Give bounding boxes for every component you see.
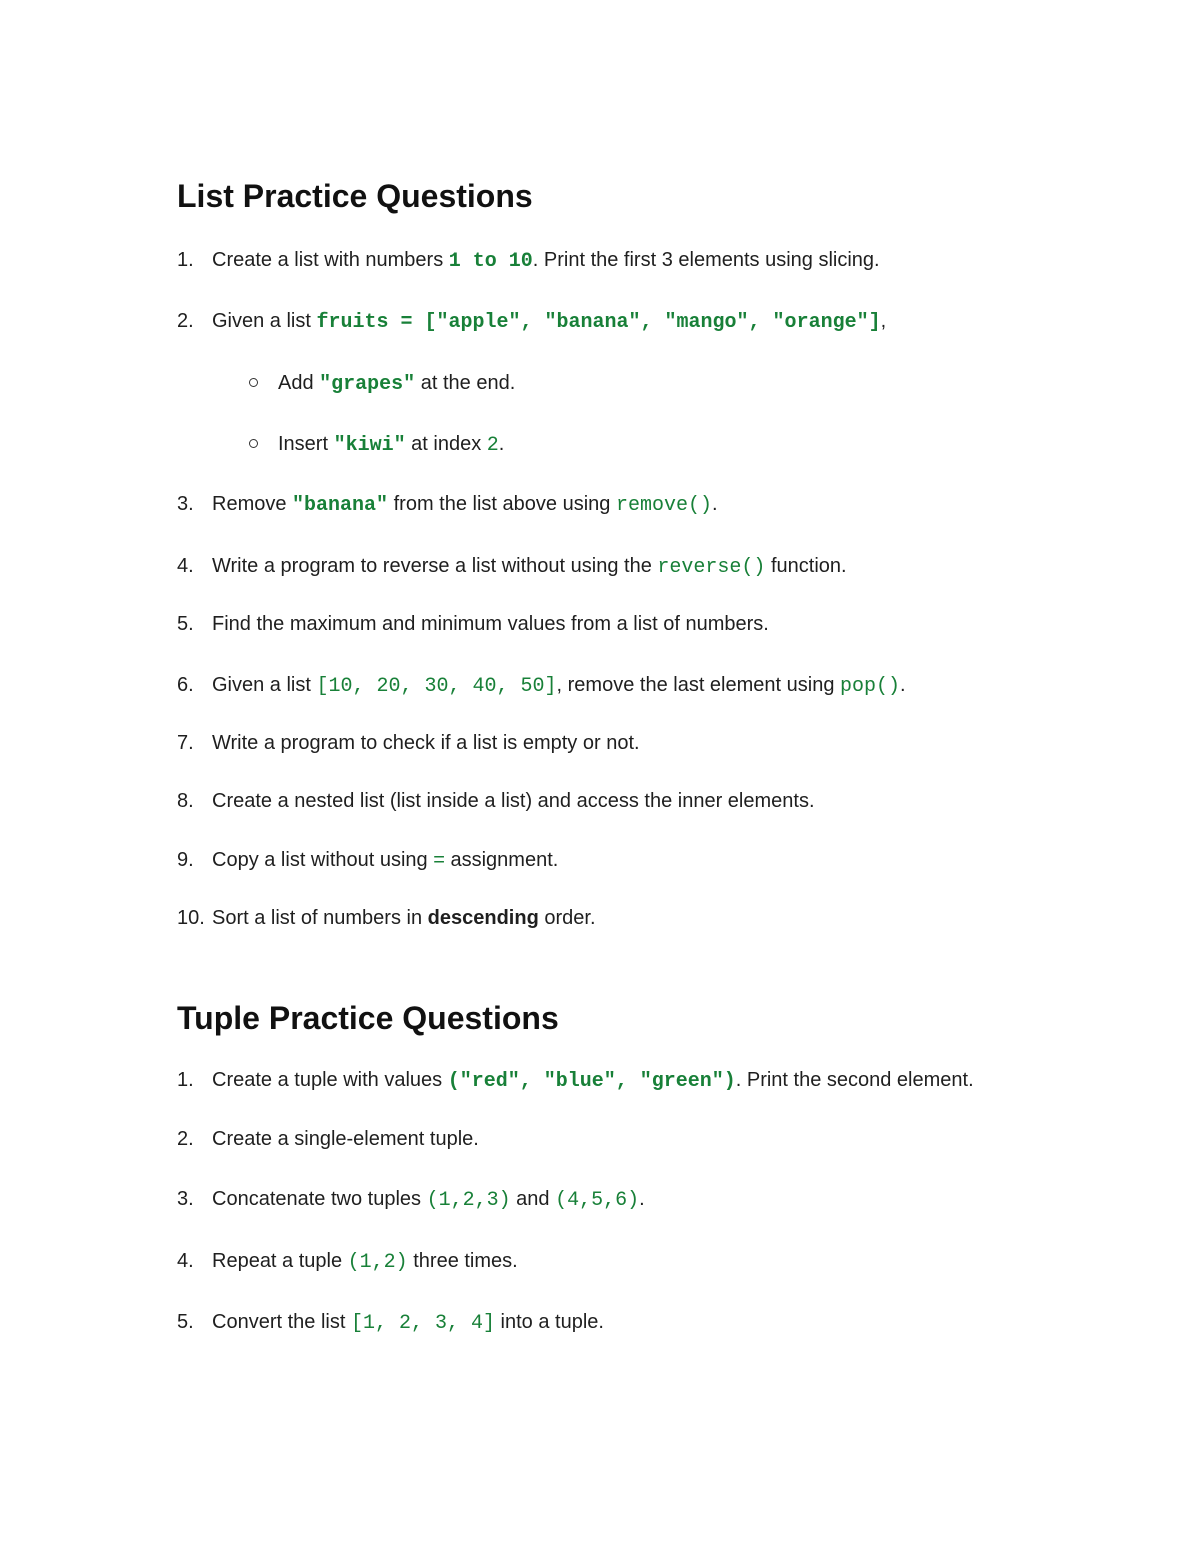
question-text: ,	[880, 310, 887, 332]
code-snippet: =	[433, 849, 445, 871]
question-text: Insert	[278, 433, 334, 455]
circle-bullet-icon	[249, 378, 258, 387]
question-text: order.	[538, 907, 596, 929]
list-number: 6.	[177, 674, 194, 696]
list-subquestion-add	[249, 370, 515, 396]
code-snippet: fruits = ["apple", "banana", "mango", "orange"]	[316, 311, 881, 334]
list-number: 9.	[177, 849, 194, 871]
list-number: 5.	[177, 613, 194, 635]
question-text: three times.	[407, 1250, 518, 1272]
tuple-question-1	[177, 1067, 974, 1093]
question-text: Given a list	[212, 310, 317, 332]
list-question-10	[177, 905, 596, 931]
list-question-5	[177, 611, 769, 637]
code-snippet: (1,2)	[347, 1251, 408, 1274]
question-text: Create a single-element tuple.	[212, 1128, 479, 1150]
list-number: 4.	[177, 1250, 194, 1272]
question-text: Sort a list of numbers in	[212, 907, 428, 929]
question-text: Remove	[212, 493, 293, 515]
list-section-heading: List Practice Questions	[177, 178, 533, 214]
list-number: 3.	[177, 493, 194, 515]
code-snippet: 2	[486, 434, 499, 457]
code-snippet: [1, 2, 3, 4]	[350, 1312, 495, 1335]
question-text: Create a nested list (list inside a list) and access the inner elements.	[212, 790, 815, 812]
list-question-4	[177, 553, 847, 579]
question-text: Write a program to check if a list is empty or not.	[212, 732, 640, 754]
question-text: Write a program to reverse a list without using the	[212, 555, 658, 577]
question-text: at index	[405, 433, 487, 455]
question-text: Create a tuple with values	[212, 1069, 448, 1091]
question-text: from the list above using	[388, 493, 616, 515]
list-number: 10.	[177, 907, 205, 929]
list-question-6	[177, 672, 906, 698]
question-text: and	[510, 1188, 556, 1210]
list-question-3	[177, 491, 718, 517]
code-snippet: "grapes"	[319, 373, 416, 396]
tuple-question-5	[177, 1309, 604, 1335]
question-text: Add	[278, 372, 320, 394]
code-snippet: "kiwi"	[333, 434, 406, 457]
question-text: Convert the list	[212, 1311, 351, 1333]
question-text: into a tuple.	[494, 1311, 604, 1333]
list-number: 5.	[177, 1311, 194, 1333]
question-text: at the end.	[415, 372, 516, 394]
code-snippet: (4,5,6)	[555, 1189, 640, 1212]
list-number: 1.	[177, 1069, 194, 1091]
list-number: 8.	[177, 790, 194, 812]
list-subquestion-insert	[249, 431, 504, 457]
question-text: Copy a list without using	[212, 849, 434, 871]
question-text: .	[639, 1188, 645, 1210]
code-snippet: ("red", "blue", "green")	[447, 1070, 736, 1093]
question-text: .	[711, 493, 718, 515]
question-text: . Print the second element.	[735, 1069, 974, 1091]
question-text: , remove the last element using	[556, 674, 841, 696]
tuple-question-4	[177, 1248, 518, 1274]
question-text: function.	[765, 555, 847, 577]
tuple-question-2	[177, 1126, 479, 1152]
list-number: 7.	[177, 732, 194, 754]
list-question-8	[177, 788, 815, 814]
code-snippet: "banana"	[292, 494, 389, 517]
list-question-2	[177, 308, 886, 334]
question-text: assignment.	[444, 849, 559, 871]
question-text: .	[498, 433, 505, 455]
code-snippet: [10, 20, 30, 40, 50]	[316, 675, 557, 698]
question-text: Find the maximum and minimum values from a list of numbers.	[212, 613, 769, 635]
list-number: 4.	[177, 555, 194, 577]
code-snippet: remove()	[615, 494, 712, 517]
list-number: 1.	[177, 249, 194, 271]
question-text: Create a list with numbers	[212, 249, 449, 271]
list-number: 2.	[177, 1128, 194, 1150]
code-snippet: reverse()	[657, 556, 766, 579]
tuple-question-3	[177, 1186, 645, 1212]
question-text: .	[900, 674, 906, 696]
list-number: 3.	[177, 1188, 194, 1210]
question-text: . Print the first 3 elements using slicing.	[532, 249, 880, 271]
tuple-section-heading: Tuple Practice Questions	[177, 1000, 559, 1036]
question-text: Given a list	[212, 674, 317, 696]
list-question-7	[177, 730, 640, 756]
circle-bullet-icon	[249, 439, 258, 448]
code-snippet: pop()	[840, 675, 901, 698]
question-text: Repeat a tuple	[212, 1250, 348, 1272]
code-snippet: 1 to 10	[448, 250, 533, 273]
list-question-1	[177, 247, 880, 273]
code-snippet: (1,2,3)	[426, 1189, 511, 1212]
bold-keyword: descending	[427, 907, 539, 929]
list-number: 2.	[177, 310, 194, 332]
list-question-9	[177, 847, 558, 873]
question-text: Concatenate two tuples	[212, 1188, 427, 1210]
